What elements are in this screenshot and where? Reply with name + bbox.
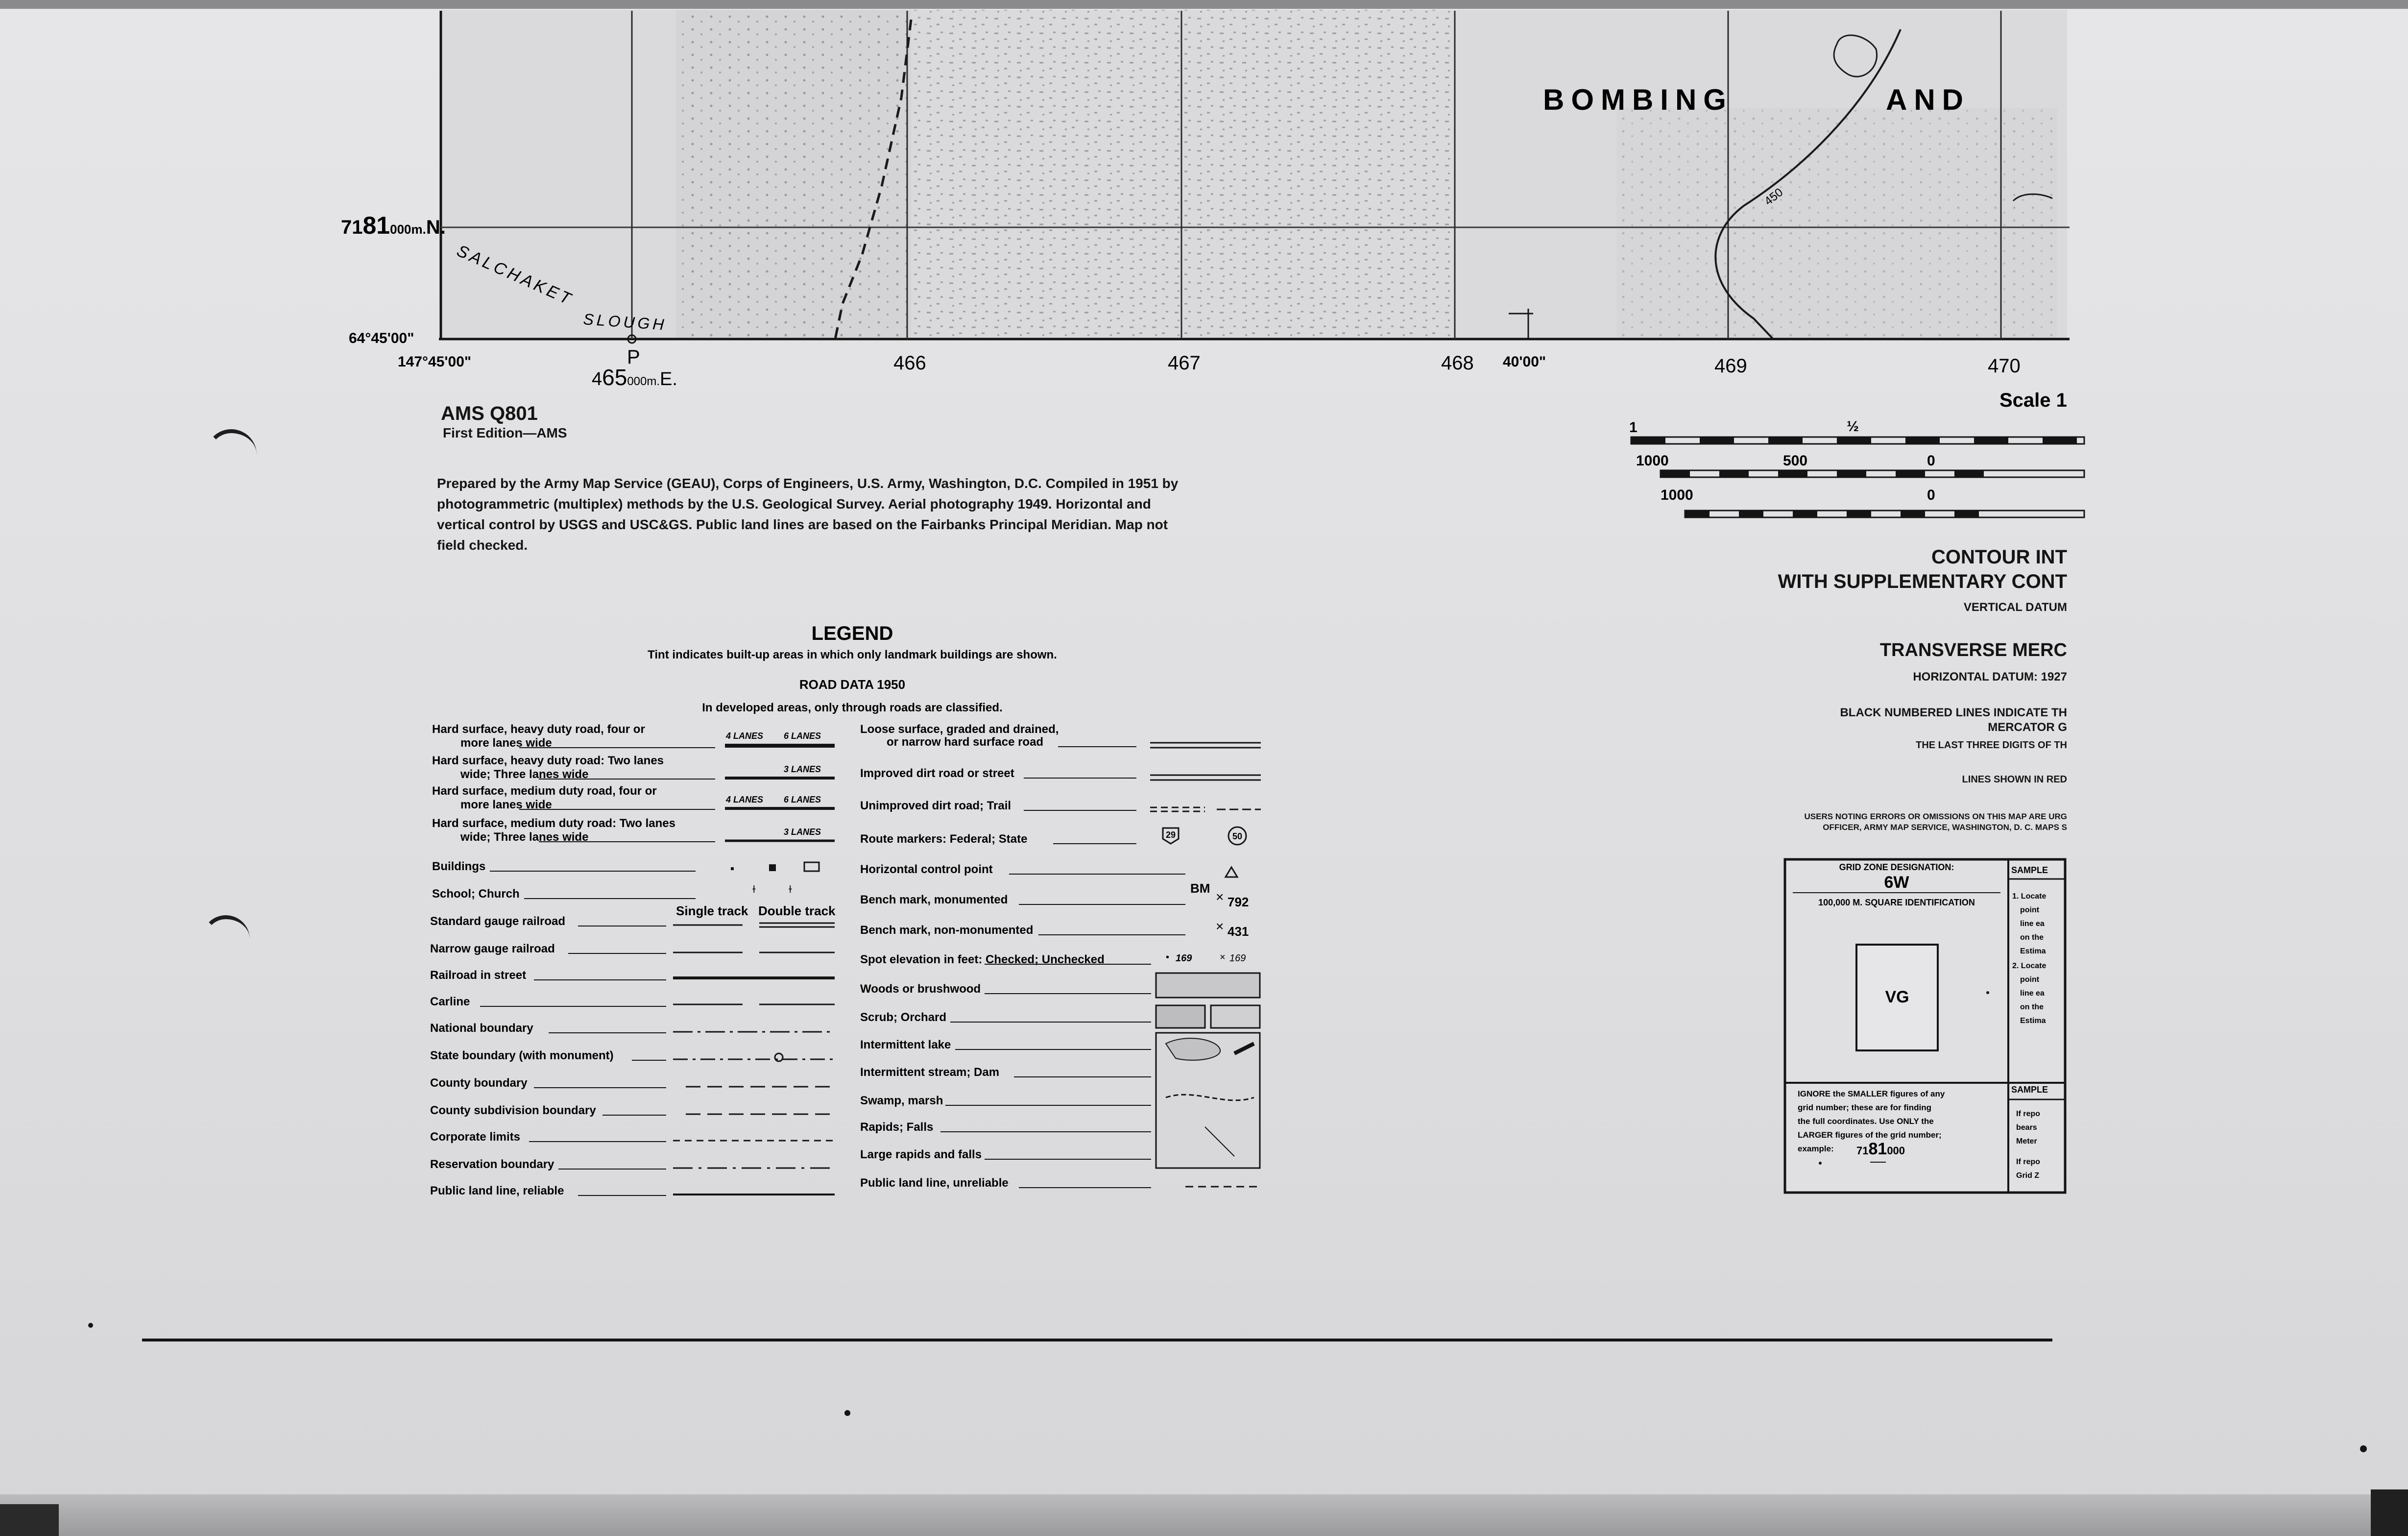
orchard-swatch bbox=[1211, 1005, 1260, 1028]
easting-466: 466 bbox=[893, 352, 926, 374]
easting-467: 467 bbox=[1168, 352, 1201, 374]
legend-item: Hard surface, medium duty road, four or bbox=[432, 784, 657, 798]
scrub-swatch bbox=[1156, 1005, 1205, 1028]
scale-area bbox=[1616, 382, 2408, 529]
easting-469: 469 bbox=[1714, 355, 1747, 377]
credit-line: field checked. bbox=[437, 537, 528, 553]
registration-dot bbox=[2360, 1445, 2367, 1452]
six-lanes-label-2: 6 LANES bbox=[784, 795, 821, 805]
brush-pattern bbox=[676, 10, 911, 339]
svg-text:line ea: line ea bbox=[2020, 989, 2045, 998]
registration-dot bbox=[88, 1323, 93, 1328]
single-track-label: Single track bbox=[676, 903, 748, 918]
legend-item: Improved dirt road or street bbox=[860, 767, 1014, 780]
legend-developed-note: In developed areas, only through roads are classified. bbox=[702, 701, 1003, 714]
legend-item: Route markers: Federal; State bbox=[860, 832, 1028, 846]
grid-note-line: MERCATOR G bbox=[1988, 721, 2067, 734]
vertical-datum: VERTICAL DATUM bbox=[1963, 601, 2067, 614]
bottom-neatline bbox=[142, 1339, 2052, 1341]
legend-item: Bench mark, non-monumented bbox=[860, 924, 1034, 937]
svg-text:example:: example: bbox=[1798, 1144, 1834, 1153]
svg-text:Meter: Meter bbox=[2016, 1137, 2037, 1146]
svg-text:ɫ: ɫ bbox=[752, 884, 756, 895]
legend-item: Large rapids and falls bbox=[860, 1148, 982, 1161]
map-frame bbox=[0, 0, 2408, 402]
registration-dot bbox=[844, 1410, 850, 1416]
credit-line: photogrammetric (multiplex) methods by the U.S. Geological Survey. Aerial photography 1949. Horizontal and bbox=[437, 496, 1151, 512]
svg-text:×: × bbox=[1216, 919, 1224, 934]
legend-right-leaders bbox=[940, 747, 1185, 1188]
svg-text:on the: on the bbox=[2020, 1003, 2044, 1011]
credit-block bbox=[437, 473, 1309, 556]
legend-item: Carline bbox=[430, 995, 470, 1008]
legend-item: wide; Three lanes wide bbox=[460, 830, 589, 844]
legend-item: Standard gauge railroad bbox=[430, 915, 566, 928]
legend-item: Narrow gauge railroad bbox=[430, 942, 555, 955]
credit-line: Prepared by the Army Map Service (GEAU), Corps of Engineers, U.S. Army, Washington, D.C. Compiled in 1951 by bbox=[437, 476, 1179, 491]
point-label: P bbox=[627, 346, 640, 368]
grid-note-line: BLACK NUMBERED LINES INDICATE TH bbox=[1840, 706, 2067, 719]
legend-item: School; Church bbox=[432, 887, 520, 901]
svg-text:2. Locate: 2. Locate bbox=[2012, 962, 2047, 970]
legend-item: County subdivision boundary bbox=[430, 1104, 596, 1117]
svg-text:Estima: Estima bbox=[2020, 1017, 2046, 1025]
bm-monumented-value: 792 bbox=[1228, 895, 1249, 909]
line-symbols bbox=[673, 923, 835, 1195]
legend-road-data: ROAD DATA 1950 bbox=[799, 677, 906, 692]
four-lanes-label: 4 LANES bbox=[726, 731, 764, 741]
sample-2-title: SAMPLE bbox=[2011, 1085, 2048, 1095]
legend-item: Unimproved dirt road; Trail bbox=[860, 799, 1011, 812]
svg-text:point: point bbox=[2020, 906, 2040, 914]
svg-text:Estima: Estima bbox=[2020, 947, 2046, 955]
latitude-label: 64°45'00" bbox=[349, 330, 414, 346]
sheet-edition: First Edition—AMS bbox=[443, 425, 567, 440]
svg-text:×: × bbox=[1220, 952, 1226, 963]
credit-line: vertical control by USGS and USC&GS. Public land lines are based on the Fairbanks Principal Meridian. Map not bbox=[437, 517, 1168, 532]
users-note-line: OFFICER, ARMY MAP SERVICE, WASHINGTON, D. C. MAPS S bbox=[1823, 823, 2067, 832]
bm-non-monumented-value: 431 bbox=[1228, 924, 1249, 939]
building-symbols bbox=[731, 862, 819, 895]
legend-item: more lanes wide bbox=[460, 798, 552, 811]
horizontal-datum: HORIZONTAL DATUM: 1927 bbox=[1913, 670, 2067, 683]
three-lanes-label: 3 LANES bbox=[784, 764, 821, 774]
legend-right-column bbox=[860, 723, 1105, 1190]
square-title: 100,000 M. SQUARE IDENTIFICATION bbox=[1818, 898, 1975, 907]
zone-value: 6W bbox=[1884, 873, 1909, 892]
svg-text:point: point bbox=[2020, 975, 2040, 984]
users-note bbox=[1616, 811, 2067, 833]
horizontal-control-triangle bbox=[1226, 867, 1237, 877]
legend-item: Hard surface, medium duty road: Two lanes bbox=[432, 817, 675, 830]
svg-text:1. Locate: 1. Locate bbox=[2012, 892, 2047, 901]
svg-text:the full coordinates. Use ONLY: the full coordinates. Use ONLY the bbox=[1798, 1117, 1934, 1126]
legend-item: Loose surface, graded and drained, bbox=[860, 723, 1059, 736]
svg-text:IGNORE the SMALLER figures of: IGNORE the SMALLER figures of any bbox=[1798, 1089, 1945, 1098]
four-lanes-label-2: 4 LANES bbox=[726, 795, 764, 805]
bm-label: BM bbox=[1190, 881, 1210, 896]
legend-item: Horizontal control point bbox=[860, 863, 993, 876]
northing-label: 7181000m.N. bbox=[341, 212, 446, 239]
legend bbox=[421, 617, 1283, 1205]
legend-item: or narrow hard surface road bbox=[887, 735, 1044, 749]
grid-digits-note: THE LAST THREE DIGITS OF TH bbox=[1916, 740, 2067, 751]
spot-elevation-checked: 169 bbox=[1176, 953, 1192, 964]
bottom-film-edge bbox=[0, 1494, 2408, 1536]
grid-example: 7181000 bbox=[1856, 1140, 1905, 1158]
contour-line-2: WITH SUPPLEMENTARY CONT bbox=[1778, 571, 2067, 592]
legend-item: Swamp, marsh bbox=[860, 1094, 943, 1107]
film-corner bbox=[0, 1504, 59, 1536]
users-note-line: USERS NOTING ERRORS OR OMISSIONS ON THIS MAP ARE URG bbox=[1804, 812, 2067, 821]
label-salchaket: SALCHAKET bbox=[454, 241, 577, 310]
legend-title: LEGEND bbox=[811, 623, 893, 644]
svg-text:ɫ: ɫ bbox=[789, 884, 792, 895]
legend-item: Spot elevation in feet: Checked; Unchecked bbox=[860, 953, 1105, 966]
easting-470: 470 bbox=[1988, 355, 2021, 377]
longitude-minutes-label: 40'00" bbox=[1503, 354, 1546, 370]
film-corner-right bbox=[2371, 1489, 2408, 1536]
legend-item: Intermittent stream; Dam bbox=[860, 1066, 1000, 1079]
scale-label-1000: 1000 bbox=[1636, 453, 1669, 469]
scale-label-1000b: 1000 bbox=[1661, 487, 1693, 503]
six-lanes-label: 6 LANES bbox=[784, 731, 821, 741]
legend-tint-note: Tint indicates built-up areas in which only landmark buildings are shown. bbox=[648, 648, 1057, 661]
contour-interval-notes bbox=[1616, 545, 2067, 594]
sample-1-title: SAMPLE bbox=[2011, 865, 2048, 875]
legend-item: Scrub; Orchard bbox=[860, 1011, 947, 1024]
legend-item: National boundary bbox=[430, 1022, 533, 1035]
marsh-pattern bbox=[911, 10, 1455, 339]
legend-item: Woods or brushwood bbox=[860, 982, 981, 996]
legend-item: Hard surface, heavy duty road, four or bbox=[432, 723, 645, 736]
svg-text:line ea: line ea bbox=[2020, 920, 2045, 928]
svg-text:bears: bears bbox=[2016, 1123, 2037, 1132]
legend-item: Public land line, reliable bbox=[430, 1184, 564, 1197]
grid-designation-box bbox=[1783, 857, 2067, 1195]
square-value: VG bbox=[1885, 988, 1909, 1006]
legend-item: Public land line, unreliable bbox=[860, 1176, 1009, 1190]
road-symbols bbox=[725, 731, 835, 841]
svg-text:•: • bbox=[1166, 952, 1170, 963]
red-lines-note: LINES SHOWN IN RED bbox=[1962, 774, 2067, 785]
three-lanes-label-2: 3 LANES bbox=[784, 827, 821, 837]
legend-item: Rapids; Falls bbox=[860, 1121, 934, 1134]
zone-title: GRID ZONE DESIGNATION: bbox=[1839, 862, 1954, 872]
spot-elevation-unchecked: 169 bbox=[1229, 953, 1246, 964]
svg-text:on the: on the bbox=[2020, 933, 2044, 942]
legend-item: State boundary (with monument) bbox=[430, 1049, 614, 1062]
projection-title: TRANSVERSE MERC bbox=[1879, 640, 2067, 660]
federal-route-number: 29 bbox=[1165, 830, 1176, 840]
legend-item: Railroad in street bbox=[430, 969, 527, 982]
label-bombing: BOMBING bbox=[1543, 83, 1733, 116]
legend-left-column bbox=[430, 723, 675, 1197]
scale-label-half: ½ bbox=[1847, 418, 1859, 435]
svg-text:If repo: If repo bbox=[2016, 1110, 2040, 1118]
scale-label-0: 0 bbox=[1927, 453, 1935, 469]
legend-item: Reservation boundary bbox=[430, 1158, 554, 1171]
sheet-id: AMS Q801 bbox=[441, 403, 538, 424]
longitude-label: 147°45'00" bbox=[398, 354, 472, 370]
woods-swatch bbox=[1156, 973, 1260, 998]
legend-item: Bench mark, monumented bbox=[860, 893, 1008, 906]
easting-first: 465000m.E. bbox=[592, 365, 677, 390]
legend-item: County boundary bbox=[430, 1076, 528, 1090]
scrub-pattern bbox=[1616, 108, 2057, 339]
svg-text:If repo: If repo bbox=[2016, 1158, 2040, 1166]
legend-item: Hard surface, heavy duty road: Two lanes bbox=[432, 754, 664, 767]
double-track-label: Double track bbox=[758, 903, 836, 918]
svg-text:LARGER figures of the grid num: LARGER figures of the grid number; bbox=[1798, 1130, 1942, 1140]
svg-text:×: × bbox=[1216, 889, 1224, 904]
legend-item: Intermittent lake bbox=[860, 1038, 951, 1051]
label-contour-450: 450 bbox=[1762, 185, 1786, 208]
legend-item: more lanes wide bbox=[460, 736, 552, 750]
legend-item: Corporate limits bbox=[430, 1130, 521, 1144]
label-and: AND bbox=[1886, 83, 1970, 116]
scale-label-0b: 0 bbox=[1927, 487, 1935, 503]
scale-title: Scale 1 bbox=[1999, 390, 2067, 411]
contour-line-1: CONTOUR INT bbox=[1931, 546, 2067, 568]
monument-symbol bbox=[775, 1053, 783, 1061]
legend-item: Buildings bbox=[432, 860, 486, 873]
label-slough: SLOUGH bbox=[582, 310, 668, 334]
legend-item: wide; Three lanes wide bbox=[460, 768, 589, 781]
easting-468: 468 bbox=[1441, 352, 1474, 374]
state-route-number: 50 bbox=[1232, 831, 1243, 841]
svg-text:Grid Z: Grid Z bbox=[2016, 1171, 2040, 1180]
scale-label-500: 500 bbox=[1783, 453, 1808, 469]
svg-text:grid number; these are for fin: grid number; these are for finding bbox=[1798, 1103, 1931, 1112]
scale-label-1: 1 bbox=[1629, 419, 1637, 436]
grid-notes bbox=[1616, 706, 2067, 735]
